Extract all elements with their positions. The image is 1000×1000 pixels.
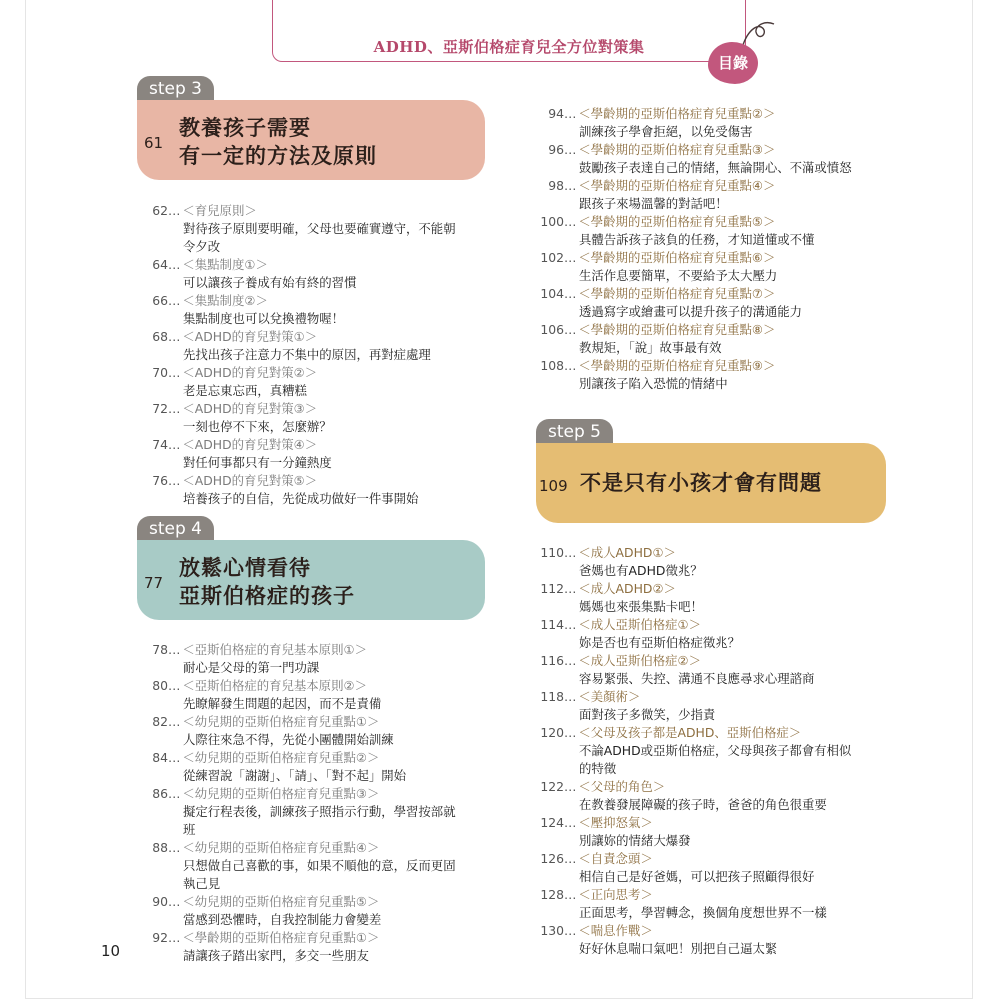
toc-entry-description: 對任何事都只有一分鐘熱度: [183, 455, 332, 470]
toc-entry-page: 118: [540, 689, 564, 704]
toc-entry-heading: [140, 929, 456, 947]
toc-entry-description: 先找出孩子注意力不集中的原因，再對症處理: [183, 347, 431, 362]
toc-entry-page: 106: [540, 322, 564, 337]
leader-dots: …: [564, 214, 577, 229]
toc-entry: [536, 688, 851, 724]
toc-entry-description: 跟孩子來場溫馨的對話吧！: [579, 196, 728, 211]
toc-entry-category: ＜集點制度②＞: [182, 293, 268, 308]
step5-tab: step 5: [536, 419, 613, 445]
step4-block: [137, 540, 485, 620]
toc-entry-category: ＜成人亞斯伯格症②＞: [578, 653, 702, 668]
toc-entry-category: ＜幼兒期的亞斯伯格症育兒重點②＞: [182, 750, 380, 765]
toc-entry-category: ＜ADHD的育兒對策②＞: [182, 365, 318, 380]
toc-entry-description: 正面思考，學習轉念，換個角度想世界不一樣: [579, 905, 827, 920]
toc-entry-page: 94: [548, 106, 564, 121]
leader-dots: …: [564, 106, 577, 121]
toc-entry-category: ＜學齡期的亞斯伯格症育兒重點①＞: [182, 930, 380, 945]
toc-entry: [536, 105, 852, 141]
toc-entry-heading: [536, 652, 851, 670]
toc-entry-page: 80: [152, 678, 168, 693]
step4-page: 77: [144, 574, 164, 592]
leader-dots: …: [564, 653, 577, 668]
leader-dots: …: [564, 725, 577, 740]
leader-dots: …: [168, 365, 181, 380]
toc-entry-category: ＜幼兒期的亞斯伯格症育兒重點③＞: [182, 786, 380, 801]
leader-dots: …: [168, 750, 181, 765]
toc-entry-description: 老是忘東忘西，真糟糕: [183, 383, 307, 398]
toc-entry-category: ＜父母及孩子都是ADHD、亞斯伯格症＞: [578, 725, 802, 740]
toc-entry-page: 84: [152, 750, 168, 765]
toc-entry-description: 的特徵: [579, 761, 617, 776]
toc-entry: [536, 249, 852, 285]
toc-entry-heading: [140, 202, 456, 220]
toc-entry-description: 可以讓孩子養成有始有終的習慣: [183, 275, 357, 290]
toc-entry-description: 面對孩子多微笑，少指責: [579, 707, 716, 722]
leader-dots: …: [564, 178, 577, 193]
toc-entry-heading: [536, 616, 851, 634]
toc-entry-category: ＜成人亞斯伯格症①＞: [578, 617, 702, 632]
leader-dots: …: [168, 473, 181, 488]
toc-entry-page: 112: [540, 581, 564, 596]
leader-dots: …: [564, 322, 577, 337]
toc-entry-page: 126: [540, 851, 564, 866]
toc-entry-category: ＜學齡期的亞斯伯格症育兒重點⑧＞: [578, 322, 776, 337]
toc-entry-page: 110: [540, 545, 564, 560]
toc-entry-heading: [140, 713, 456, 731]
toc-entry-description: 執己見: [183, 876, 221, 891]
toc-entry: [536, 850, 851, 886]
toc-entry-heading: [536, 105, 852, 123]
toc-entry: [140, 641, 456, 677]
toc-entry-description: 人際往來急不得，先從小團體開始訓練: [183, 732, 394, 747]
toc-entry: [536, 580, 851, 616]
toc-entry-description: 爸媽也有ADHD徵兆？: [579, 563, 703, 578]
toc-entry-description: 令夕改: [183, 239, 221, 254]
toc-entry-page: 104: [540, 286, 564, 301]
toc-entry-description: 別讓妳的情緒大爆發: [579, 833, 691, 848]
toc-entry-page: 122: [540, 779, 564, 794]
toc-entry-heading: [536, 321, 852, 339]
toc-entry: [536, 321, 852, 357]
toc-entry-heading: [536, 580, 851, 598]
leader-dots: …: [168, 642, 181, 657]
toc-entry-category: ＜幼兒期的亞斯伯格症育兒重點④＞: [182, 840, 380, 855]
toc-entry-heading: [140, 256, 456, 274]
toc-entry-description: 對待孩子原則要明確，父母也要確實遵守，不能朝: [183, 221, 456, 236]
toc-entry: [140, 436, 456, 472]
toc-entry-heading: [536, 688, 851, 706]
toc-entry-category: ＜學齡期的亞斯伯格症育兒重點③＞: [578, 142, 776, 157]
leader-dots: …: [564, 815, 577, 830]
toc-entry-page: 76: [152, 473, 168, 488]
toc-entry-category: ＜學齡期的亞斯伯格症育兒重點②＞: [578, 106, 776, 121]
toc-entry-heading: [536, 141, 852, 159]
toc-entry: [536, 544, 851, 580]
toc-entry: [140, 328, 456, 364]
toc-entry-description: 當感到恐懼時，自我控制能力會變差: [183, 912, 382, 927]
toc-entry-page: 128: [540, 887, 564, 902]
toc-entry-page: 114: [540, 617, 564, 632]
toc-entry-heading: [536, 249, 852, 267]
toc-entry-heading: [140, 839, 456, 857]
toc-entry-page: 98: [548, 178, 564, 193]
step3-page: 61: [144, 134, 164, 152]
toc-entry-category: ＜亞斯伯格症的育兒基本原則②＞: [182, 678, 367, 693]
book-title: ADHD、亞斯伯格症育兒全方位對策集: [373, 38, 645, 56]
toc-entry-category: ＜幼兒期的亞斯伯格症育兒重點⑤＞: [182, 894, 380, 909]
toc-entry-category: ＜ADHD的育兒對策①＞: [182, 329, 318, 344]
toc-entry: [140, 202, 456, 256]
toc-entry-heading: [140, 785, 456, 803]
toc-entry-page: 120: [540, 725, 564, 740]
leader-dots: …: [564, 923, 577, 938]
step4-title-line1: 放鬆心情看待: [179, 555, 311, 580]
toc-entry-page: 70: [152, 365, 168, 380]
leader-dots: …: [564, 545, 577, 560]
toc-entry-category: ＜亞斯伯格症的育兒基本原則①＞: [182, 642, 367, 657]
toc-list-step4: [140, 641, 456, 965]
toc-entry-category: ＜學齡期的亞斯伯格症育兒重點⑥＞: [578, 250, 776, 265]
toc-entry-heading: [140, 893, 456, 911]
toc-entry-page: 86: [152, 786, 168, 801]
toc-entry-category: ＜學齡期的亞斯伯格症育兒重點④＞: [578, 178, 776, 193]
leader-dots: …: [168, 840, 181, 855]
toc-entry-heading: [536, 922, 851, 940]
toc-entry-description: 相信自己是好爸媽，可以把孩子照顧得很好: [579, 869, 815, 884]
toc-list-step5: [536, 544, 851, 958]
toc-entry-description: 不論ADHD或亞斯伯格症，父母與孩子都會有相似: [579, 743, 852, 758]
toc-entry-description: 請讓孩子踏出家門，多交一些朋友: [183, 948, 369, 963]
toc-entry: [536, 922, 851, 958]
toc-entry-category: ＜成人ADHD②＞: [578, 581, 676, 596]
toc-entry: [536, 357, 852, 393]
toc-entry-page: 74: [152, 437, 168, 452]
leader-dots: …: [564, 887, 577, 902]
toc-entry-category: ＜集點制度①＞: [182, 257, 268, 272]
toc-entry-description: 在教養發展障礙的孩子時，爸爸的角色很重要: [579, 797, 827, 812]
toc-entry: [140, 749, 456, 785]
toc-entry-heading: [536, 177, 852, 195]
toc-entry-heading: [140, 677, 456, 695]
toc-entry-description: 訓練孩子學會拒絕，以免受傷害: [579, 124, 753, 139]
toc-entry-description: 集點制度也可以兌換禮物喔！: [183, 311, 345, 326]
toc-entry-category: ＜幼兒期的亞斯伯格症育兒重點①＞: [182, 714, 380, 729]
toc-entry-heading: [536, 724, 851, 742]
toc-entry-page: 78: [152, 642, 168, 657]
toc-entry-category: ＜自責念頭＞: [578, 851, 653, 866]
toc-entry-category: ＜成人ADHD①＞: [578, 545, 676, 560]
toc-entry-description: 教規矩，「說」故事最有效: [579, 340, 722, 355]
step4-title: [179, 554, 355, 610]
toc-entry-page: 68: [152, 329, 168, 344]
toc-entry-heading: [140, 436, 456, 454]
toc-entry: [140, 929, 456, 965]
leader-dots: …: [564, 250, 577, 265]
toc-entry-description: 具體告訴孩子該負的任務，才知道懂或不懂: [579, 232, 815, 247]
toc-entry-description: 班: [183, 822, 196, 837]
toc-entry-page: 108: [540, 358, 564, 373]
leader-dots: …: [168, 329, 181, 344]
step5-page: 109: [539, 477, 568, 495]
toc-entry: [536, 177, 852, 213]
toc-entry-heading: [140, 292, 456, 310]
toc-entry-page: 124: [540, 815, 564, 830]
toc-entry-heading: [536, 285, 852, 303]
leader-dots: …: [564, 142, 577, 157]
toc-entry-page: 66: [152, 293, 168, 308]
toc-entry-page: 88: [152, 840, 168, 855]
toc-entry-description: 鼓勵孩子表達自己的情緒，無論開心、不滿或憤怒: [579, 160, 852, 175]
toc-entry-category: ＜學齡期的亞斯伯格症育兒重點⑤＞: [578, 214, 776, 229]
leader-dots: …: [564, 689, 577, 704]
toc-entry-page: 102: [540, 250, 564, 265]
toc-entry-category: ＜ADHD的育兒對策⑤＞: [182, 473, 318, 488]
step4-tab: step 4: [137, 516, 214, 542]
toc-entry-category: ＜美顏術＞: [578, 689, 641, 704]
toc-entry-page: 100: [540, 214, 564, 229]
toc-entry: [536, 616, 851, 652]
toc-entry: [140, 839, 456, 893]
leader-dots: …: [564, 779, 577, 794]
toc-entry-heading: [140, 641, 456, 659]
leader-dots: …: [168, 714, 181, 729]
toc-entry: [140, 472, 456, 508]
toc-entry-heading: [536, 213, 852, 231]
toc-entry-category: ＜壓抑怒氣＞: [578, 815, 653, 830]
toc-entry-page: 64: [152, 257, 168, 272]
toc-entry-description: 媽媽也來張集點卡吧！: [579, 599, 703, 614]
leader-dots: …: [168, 437, 181, 452]
leader-dots: …: [168, 257, 181, 272]
toc-entry-category: ＜父母的角色＞: [578, 779, 666, 794]
toc-entry-page: 130: [540, 923, 564, 938]
toc-entry: [536, 285, 852, 321]
toc-entry-heading: [140, 749, 456, 767]
toc-entry: [536, 213, 852, 249]
step5-title: 不是只有小孩才會有問題: [580, 470, 822, 495]
step5-block: [536, 443, 886, 523]
toc-entry-page: 92: [152, 930, 168, 945]
toc-entry-heading: [140, 472, 456, 490]
toc-entry-description: 一刻也停不下來，怎麼辦？: [183, 419, 332, 434]
toc-entry-heading: [536, 886, 851, 904]
toc-entry: [140, 893, 456, 929]
toc-entry-description: 耐心是父母的第一門功課: [183, 660, 320, 675]
toc-entry: [140, 400, 456, 436]
toc-entry-description: 妳是否也有亞斯伯格症徵兆？: [579, 635, 741, 650]
toc-entry-description: 先瞭解發生問題的起因，而不是責備: [183, 696, 382, 711]
toc-entry: [140, 677, 456, 713]
leader-dots: …: [168, 203, 181, 218]
toc-entry: [536, 814, 851, 850]
toc-entry-description: 從練習說「謝謝」、「請」、「對不起」開始: [183, 768, 407, 783]
toc-entry-heading: [536, 778, 851, 796]
toc-entry-description: 生活作息要簡單，不要給予太大壓力: [579, 268, 778, 283]
toc-entry-description: 只想做自己喜歡的事，如果不順他的意，反而更固: [183, 858, 456, 873]
step3-title-line1: 教養孩子需要: [179, 115, 311, 140]
toc-entry: [536, 778, 851, 814]
toc-entry-page: 90: [152, 894, 168, 909]
toc-entry-category: ＜正向思考＞: [578, 887, 653, 902]
leader-dots: …: [564, 851, 577, 866]
toc-entry: [140, 713, 456, 749]
step3-title: [179, 114, 377, 170]
toc-entry-category: ＜學齡期的亞斯伯格症育兒重點⑨＞: [578, 358, 776, 373]
toc-entry: [536, 886, 851, 922]
toc-badge: 目錄: [708, 42, 758, 84]
toc-entry-heading: [140, 400, 456, 418]
toc-entry-category: ＜ADHD的育兒對策③＞: [182, 401, 318, 416]
toc-entry-heading: [536, 814, 851, 832]
page-number: 10: [101, 942, 121, 960]
leader-dots: …: [168, 930, 181, 945]
toc-entry-heading: [536, 357, 852, 375]
leader-dots: …: [168, 894, 181, 909]
step3-block: [137, 100, 485, 180]
toc-entry-heading: [140, 328, 456, 346]
toc-entry-page: 82: [152, 714, 168, 729]
toc-entry-description: 容易緊張、失控、溝通不良應尋求心理諮商: [579, 671, 815, 686]
toc-entry-heading: [536, 850, 851, 868]
toc-entry-page: 96: [548, 142, 564, 157]
toc-list-step3: [140, 202, 456, 508]
toc-entry: [140, 292, 456, 328]
toc-entry-description: 擬定行程表後，訓練孩子照指示行動，學習按部就: [183, 804, 456, 819]
toc-entry: [140, 785, 456, 839]
toc-entry: [536, 652, 851, 688]
step4-title-line2: 亞斯伯格症的孩子: [179, 583, 355, 608]
leader-dots: …: [168, 678, 181, 693]
step3-title-line2: 有一定的方法及原則: [179, 143, 377, 168]
leader-dots: …: [564, 286, 577, 301]
toc-entry-heading: [536, 544, 851, 562]
leader-dots: …: [168, 293, 181, 308]
toc-entry-page: 116: [540, 653, 564, 668]
leader-dots: …: [564, 358, 577, 373]
toc-entry-category: ＜喘息作戰＞: [578, 923, 653, 938]
leader-dots: …: [564, 617, 577, 632]
toc-entry: [140, 364, 456, 400]
toc-entry: [140, 256, 456, 292]
leader-dots: …: [168, 786, 181, 801]
toc-entry-category: ＜育兒原則＞: [182, 203, 257, 218]
toc-entry-description: 透過寫字或繪畫可以提升孩子的溝通能力: [579, 304, 803, 319]
step3-tab: step 3: [137, 76, 214, 102]
toc-entry-page: 62: [152, 203, 168, 218]
toc-entry-page: 72: [152, 401, 168, 416]
toc-entry: [536, 141, 852, 177]
toc-entry-description: 好好休息喘口氣吧！別把自己逼太緊: [579, 941, 778, 956]
leader-dots: …: [168, 401, 181, 416]
toc-entry: [536, 724, 851, 778]
toc-entry-category: ＜學齡期的亞斯伯格症育兒重點⑦＞: [578, 286, 776, 301]
leader-dots: …: [564, 581, 577, 596]
toc-entry-heading: [140, 364, 456, 382]
toc-list-right-top: [536, 105, 852, 393]
toc-entry-description: 培養孩子的自信，先從成功做好一件事開始: [183, 491, 419, 506]
toc-entry-category: ＜ADHD的育兒對策④＞: [182, 437, 318, 452]
toc-entry-description: 別讓孩子陷入恐慌的情緒中: [579, 376, 728, 391]
